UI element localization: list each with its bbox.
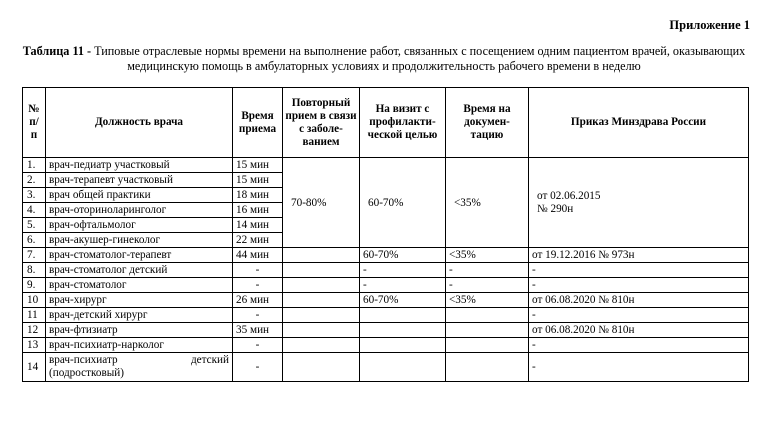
- header-order: Приказ Минздрава России: [529, 88, 749, 158]
- row-num: 9.: [23, 278, 46, 293]
- table-row: [23, 248, 749, 263]
- row-time: 15 мин: [233, 173, 283, 188]
- row-order: от 06.08.2020 № 810н: [529, 293, 749, 308]
- row-repeat: [283, 263, 360, 278]
- appendix-label: Приложение 1: [669, 18, 750, 32]
- row-num: 5.: [23, 218, 46, 233]
- table-row: [23, 293, 749, 308]
- header-docs: Время на докумен- тацию: [446, 88, 529, 158]
- row-time: -: [233, 263, 283, 278]
- row-num: 3.: [23, 188, 46, 203]
- row-position: врач общей практики: [46, 188, 233, 203]
- row-order: от 19.12.2016 № 973н: [529, 248, 749, 263]
- row-time: 16 мин: [233, 203, 283, 218]
- row-visit: [360, 338, 446, 353]
- row-num: 11: [23, 308, 46, 323]
- table-row: [23, 278, 749, 293]
- row-position: [46, 353, 233, 382]
- header-time: Время приема: [233, 88, 283, 158]
- row-order: -: [529, 338, 749, 353]
- row-position: врач-детский хирург: [46, 308, 233, 323]
- row-docs: -: [446, 278, 529, 293]
- row-visit: -: [360, 263, 446, 278]
- row-position: врач-педиатр участковый: [46, 158, 233, 173]
- caption-text: Типовые отраслевые нормы времени на выполнение работ, связанных с посещением одним пациентом врачей, оказывающих медицинскую помощь в амбулаторных условиях и продолжительность рабочего времени в неделю: [91, 44, 746, 73]
- row-visit: [360, 323, 446, 338]
- group-visit: 60-70%: [360, 158, 446, 248]
- row-order: -: [529, 263, 749, 278]
- group-order: [529, 158, 749, 248]
- row-repeat: [283, 338, 360, 353]
- row-position: врач-оториноларинголог: [46, 203, 233, 218]
- row-num: 1.: [23, 158, 46, 173]
- group-docs: <35%: [446, 158, 529, 248]
- row-time: 26 мин: [233, 293, 283, 308]
- row-order: -: [529, 353, 749, 382]
- row-position: врач-стоматолог детский: [46, 263, 233, 278]
- row-position: врач-терапевт участковый: [46, 173, 233, 188]
- group-order-line2: № 290н: [537, 202, 574, 215]
- row-docs: <35%: [446, 293, 529, 308]
- row-order: -: [529, 308, 749, 323]
- row-docs: [446, 338, 529, 353]
- row-repeat: [283, 278, 360, 293]
- row-order: -: [529, 278, 749, 293]
- row-repeat: [283, 308, 360, 323]
- row-position: врач-фтизиатр: [46, 323, 233, 338]
- header-position: Должность врача: [46, 88, 233, 158]
- row-repeat: [283, 323, 360, 338]
- row-position: врач-офтальмолог: [46, 218, 233, 233]
- row-position-part-b: детский: [190, 354, 229, 366]
- row-visit: 60-70%: [360, 248, 446, 263]
- row-docs: -: [446, 263, 529, 278]
- group-order-line1: от 02.06.2015: [537, 189, 601, 202]
- row-docs: [446, 323, 529, 338]
- row-num: 6.: [23, 233, 46, 248]
- row-repeat: [283, 293, 360, 308]
- header-num: № п/ п: [23, 88, 46, 158]
- row-time: 18 мин: [233, 188, 283, 203]
- row-num: 4.: [23, 203, 46, 218]
- row-position-line2: (подростковый): [49, 367, 124, 379]
- row-repeat: [283, 248, 360, 263]
- row-time: 15 мин: [233, 158, 283, 173]
- row-num: 8.: [23, 263, 46, 278]
- row-docs: [446, 353, 529, 382]
- row-time: 44 мин: [233, 248, 283, 263]
- row-visit: [360, 308, 446, 323]
- row-visit: -: [360, 278, 446, 293]
- row-num: 13: [23, 338, 46, 353]
- row-num: 2.: [23, 173, 46, 188]
- row-time: 35 мин: [233, 323, 283, 338]
- row-visit: [360, 353, 446, 382]
- row-time: 14 мин: [233, 218, 283, 233]
- table-row: [23, 323, 749, 338]
- row-order: от 06.08.2020 № 810н: [529, 323, 749, 338]
- row-docs: [446, 308, 529, 323]
- norms-table: [22, 87, 749, 382]
- row-position: врач-стоматолог-терапевт: [46, 248, 233, 263]
- row-num: 10: [23, 293, 46, 308]
- header-repeat: Повторный прием в связи с заболе- ванием: [283, 88, 360, 158]
- header-row: [23, 88, 749, 158]
- table-caption: [22, 44, 746, 74]
- table-row: [23, 308, 749, 323]
- table-row: [23, 338, 749, 353]
- row-docs: <35%: [446, 248, 529, 263]
- row-num: 14: [23, 353, 46, 382]
- table-row: [23, 158, 749, 173]
- row-time: -: [233, 353, 283, 382]
- header-visit: На визит с профилакти- ческой целью: [360, 88, 446, 158]
- table-row: [23, 353, 749, 382]
- row-repeat: [283, 353, 360, 382]
- group-repeat: 70-80%: [283, 158, 360, 248]
- row-time: -: [233, 308, 283, 323]
- row-time: 22 мин: [233, 233, 283, 248]
- row-num: 12: [23, 323, 46, 338]
- row-position: врач-стоматолог: [46, 278, 233, 293]
- row-time: -: [233, 338, 283, 353]
- table-row: [23, 263, 749, 278]
- row-num: 7.: [23, 248, 46, 263]
- row-position: врач-психиатр-нарколог: [46, 338, 233, 353]
- row-position-part-a: врач-психиатр: [49, 354, 118, 366]
- row-time: -: [233, 278, 283, 293]
- row-position: врач-хирург: [46, 293, 233, 308]
- row-visit: 60-70%: [360, 293, 446, 308]
- row-position: врач-акушер-гинеколог: [46, 233, 233, 248]
- caption-prefix: Таблица 11 -: [22, 44, 92, 58]
